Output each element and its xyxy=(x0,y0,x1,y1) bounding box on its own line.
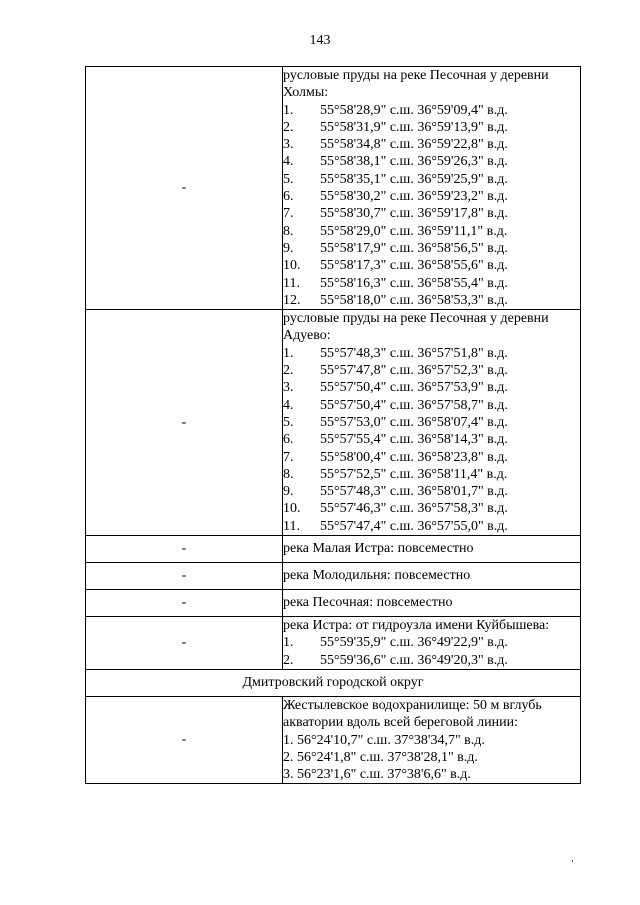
row-description: река Песочная: повсеместно xyxy=(283,590,581,617)
coordinate-number: 3. xyxy=(283,380,294,396)
coordinate-value: 55°58'38,1" с.ш. 36°59'26,3" в.д. xyxy=(320,154,508,170)
coordinate-value: 55°58'30,2" с.ш. 36°59'23,2" в.д. xyxy=(320,189,508,205)
coordinate-value: 55°58'28,9" с.ш. 36°59'09,4" в.д. xyxy=(320,102,508,118)
coordinate-value: 55°57'47,4" с.ш. 36°57'55,0" в.д. xyxy=(320,518,508,534)
coordinate-item xyxy=(283,483,580,500)
page-number: 143 xyxy=(309,33,331,48)
coordinate-value: 55°57'53,0" с.ш. 36°58'07,4" в.д. xyxy=(320,414,508,430)
coordinate-number: 9. xyxy=(283,484,294,500)
coordinate-value: 55°58'16,3" с.ш. 36°58'55,4" в.д. xyxy=(320,275,508,291)
coordinate-number: 8. xyxy=(283,466,294,482)
section-header: Дмитровский городской округ xyxy=(86,669,581,696)
row-dash: - xyxy=(86,536,283,563)
coordinate-number: 6. xyxy=(283,189,294,205)
location-title: река Истра: от гидроузла имени Куйбышева: xyxy=(283,618,550,634)
coordinate-number: 4. xyxy=(283,397,294,413)
table-row xyxy=(86,617,581,670)
coordinate-value: 55°57'52,5" с.ш. 36°58'11,4" в.д. xyxy=(320,466,508,482)
coordinate-number: 10. xyxy=(283,501,301,517)
coordinate-item xyxy=(283,205,580,222)
coordinate-number: 2. xyxy=(283,363,294,379)
scan-speck xyxy=(572,860,573,862)
coordinate-number: 1. xyxy=(283,102,294,118)
coordinate-number: 2. xyxy=(283,119,294,135)
coordinate-number: 7. xyxy=(283,449,294,465)
coordinate-item xyxy=(283,379,580,396)
table-row xyxy=(86,590,581,617)
row-dash: - xyxy=(86,696,283,783)
coordinate-item xyxy=(283,518,580,535)
location-title-cont: Холмы: xyxy=(283,85,329,101)
coordinate-value: 55°58'29,0" с.ш. 36°59'11,1" в.д. xyxy=(320,223,508,239)
coordinate-value: 55°57'50,4" с.ш. 36°57'53,9" в.д. xyxy=(320,380,508,396)
coordinate-item xyxy=(283,634,580,651)
coordinate-item xyxy=(283,240,580,257)
coordinate-item xyxy=(283,652,580,669)
coordinate-item xyxy=(283,188,580,205)
coordinate-list xyxy=(283,102,580,310)
coordinate-number: 4. xyxy=(283,154,294,170)
coordinate-number: 11. xyxy=(283,518,300,534)
coordinate-value: 55°57'55,4" с.ш. 36°58'14,3" в.д. xyxy=(320,432,508,448)
table-row xyxy=(86,563,581,590)
section-row xyxy=(86,669,581,696)
row-description: река Молодильня: повсеместно xyxy=(283,563,581,590)
coordinate-value: 55°57'46,3" с.ш. 36°57'58,3" в.д. xyxy=(320,501,508,517)
coordinate-number: 3. xyxy=(283,137,294,153)
coordinate-item xyxy=(283,449,580,466)
coordinate-value: 55°57'48,3" с.ш. 36°58'01,7" в.д. xyxy=(320,484,508,500)
coordinate-value: 55°57'47,8" с.ш. 36°57'52,3" в.д. xyxy=(320,363,508,379)
row-dash: - xyxy=(86,617,283,670)
row-dash: - xyxy=(86,563,283,590)
coordinate-value: 55°57'50,4" с.ш. 36°57'58,7" в.д. xyxy=(320,397,508,413)
coordinate-number: 5. xyxy=(283,414,294,430)
coordinate-number: 9. xyxy=(283,240,294,256)
row-description xyxy=(283,310,581,536)
coordinate-value: 55°59'36,6" с.ш. 36°49'20,3" в.д. xyxy=(320,652,508,668)
coordinate-number: 12. xyxy=(283,292,301,308)
table-row xyxy=(86,696,581,783)
coordinate-number: 11. xyxy=(283,275,300,291)
table-row xyxy=(86,67,581,310)
table-row xyxy=(86,536,581,563)
coordinate-list xyxy=(283,634,580,669)
location-title: русловые пруды на реке Песочная у деревни xyxy=(283,68,549,83)
coordinate-item xyxy=(283,171,580,188)
coordinate-item xyxy=(283,431,580,448)
coordinate-item xyxy=(283,500,580,517)
coordinate-value: 55°58'31,9" с.ш. 36°59'13,9" в.д. xyxy=(320,119,508,135)
coordinate-number: 2. xyxy=(283,652,294,668)
row-dash: - xyxy=(86,310,283,536)
row-description xyxy=(283,696,581,783)
row-description: река Малая Истра: повсеместно xyxy=(283,536,581,563)
coordinate-number: 6. xyxy=(283,432,294,448)
row-description xyxy=(283,617,581,670)
coordinate-value: 55°58'35,1" с.ш. 36°59'25,9" в.д. xyxy=(320,171,508,187)
coordinate-value: 55°58'17,9" с.ш. 36°58'56,5" в.д. xyxy=(320,240,508,256)
coordinate-item xyxy=(283,397,580,414)
coordinate-item xyxy=(283,153,580,170)
row-description xyxy=(283,67,581,310)
water-objects-table xyxy=(85,66,581,784)
coordinate-item xyxy=(283,345,580,362)
location-title-cont: акватории вдоль всей береговой линии: xyxy=(283,715,519,731)
coordinate-value: 55°57'48,3" с.ш. 36°57'51,8" в.д. xyxy=(320,345,508,361)
coordinate-item xyxy=(283,414,580,431)
coordinate-value: 55°58'00,4" с.ш. 36°58'23,8" в.д. xyxy=(320,449,508,465)
coordinate-item xyxy=(283,275,580,292)
coordinate-number: 7. xyxy=(283,206,294,222)
point-item: 3. 56°23'1,6" с.ш. 37°38'6,6" в.д. xyxy=(283,767,471,783)
location-title-cont: Адуево: xyxy=(283,328,331,344)
point-item: 2. 56°24'1,8" с.ш. 37°38'28,1" в.д. xyxy=(283,749,478,765)
location-title: Жестылевское водохранилище: 50 м вглубь xyxy=(283,697,542,713)
coordinate-value: 55°58'30,7" с.ш. 36°59'17,8" в.д. xyxy=(320,206,508,222)
point-item: 1. 56°24'10,7" с.ш. 37°38'34,7" в.д. xyxy=(283,732,485,748)
row-dash: - xyxy=(86,590,283,617)
coordinate-value: 55°59'35,9" с.ш. 36°49'22,9" в.д. xyxy=(320,635,508,651)
coordinate-item xyxy=(283,466,580,483)
coordinate-item xyxy=(283,119,580,136)
coordinate-number: 5. xyxy=(283,171,294,187)
coordinate-item xyxy=(283,136,580,153)
coordinate-number: 8. xyxy=(283,223,294,239)
coordinate-item xyxy=(283,223,580,240)
table-row xyxy=(86,310,581,536)
coordinate-value: 55°58'17,3" с.ш. 36°58'55,6" в.д. xyxy=(320,258,508,274)
coordinate-item xyxy=(283,102,580,119)
coordinate-list xyxy=(283,345,580,535)
location-title: русловые пруды на реке Песочная у деревни xyxy=(283,311,549,327)
coordinate-number: 1. xyxy=(283,345,294,361)
row-dash: - xyxy=(86,67,283,310)
coordinate-value: 55°58'34,8" с.ш. 36°59'22,8" в.д. xyxy=(320,137,508,153)
coordinate-item xyxy=(283,257,580,274)
coordinate-value: 55°58'18,0" с.ш. 36°58'53,3" в.д. xyxy=(320,292,508,308)
coordinate-number: 1. xyxy=(283,635,294,651)
coordinate-number: 10. xyxy=(283,258,301,274)
coordinate-item xyxy=(283,362,580,379)
coordinate-item xyxy=(283,292,580,309)
